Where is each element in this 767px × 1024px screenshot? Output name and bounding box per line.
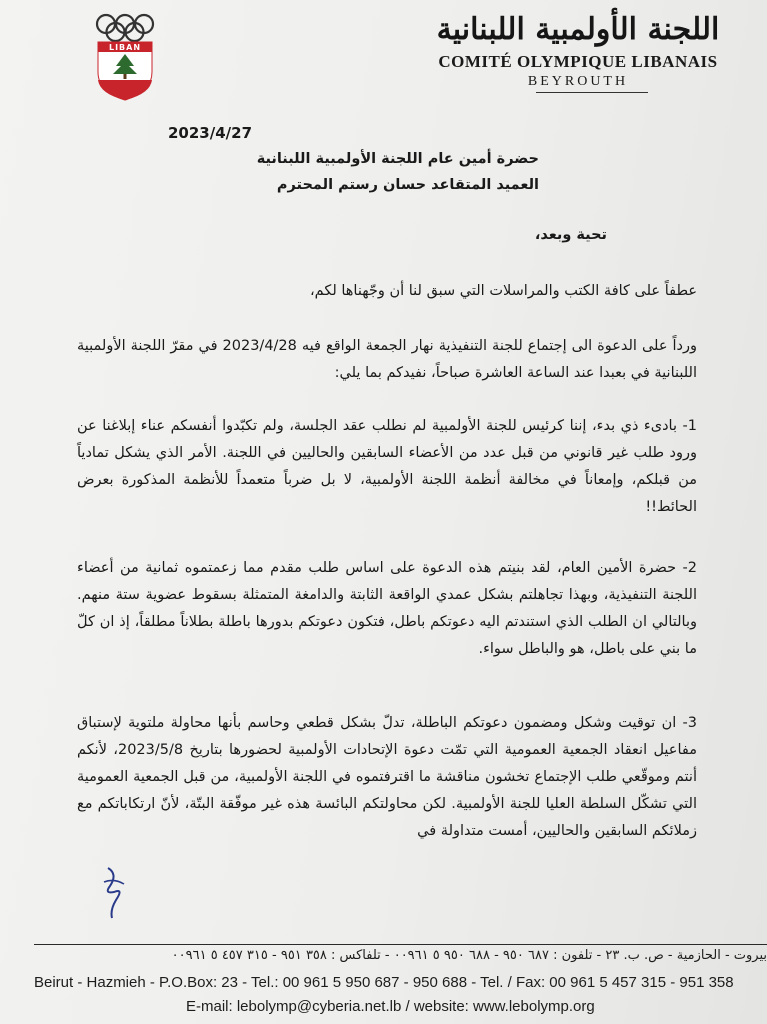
point-1: 1- بادىء ذي بدء، إننا كرئيس للجنة الأولمبية لم نطلب عقد الجلسة، ولم تكبّدوا أنفسكم عناء إبلاغنا عن ورود طلب غير قانوني من قبل عدد من الأعضاء السابقين والحاليين في اللجنة. الأمر الذي يشكل تمادياً من قبلكم، وإمعاناً في مخالفة أنظمة اللجنة الأولمبية، لا بل ضرباً متعمداً للأنظمة المذكورة بعرض الحائط!! [77, 418, 697, 515]
recipient-name: العميد المتقاعد حسان رستم المحترم [276, 177, 539, 193]
letter-date: 2023/4/27 [168, 124, 253, 142]
handwritten-signature [96, 864, 132, 920]
greeting: تحية وبعد، [534, 227, 607, 243]
point-3: 3- ان توقيت وشكل ومضمون دعوتكم الباطلة، تدلّ بشكل قطعي وحاسم بأنها محاولة ملتوية لإستباق مفاعيل انعقاد الجمعية العمومية التي تمّت دعوة الإتحادات الأولمبية لحضورها بتاريخ 2023/5/8، لأنكم أنتم وموقّعي طلب الإجتماع تخشون مناقشة ما اقترفتموه في اللجنة الأولمبية، من قبل الجمعية العمومية التي تشكّل السلطة العليا للجنة الأولمبية. لكن محاولتكم البائسة هذه غير موفّقة البتّة، لأنّ ارتكاباتكم مع زملائكم السابقين والحاليين، أمست متداولة في [77, 715, 697, 839]
point-2: 2- حضرة الأمين العام، لقد بنيتم هذه الدعوة على اساس طلب مقدم مما زعمتموه ثمانية من أعضاء اللجنة التنفيذية، وبهذا تجاهلتم بشكل عمدي الواقعة الثابتة والدامغة المتمثلة بسقوط عضوية ستة منهم. وبالتالي ان الطلب الذي استندتم اليه دعوتكم باطل، فتكون دعوتكم بدورها باطلة بطلاناً مطلقاً، إذ ان كلّ ما بني على باطل، هو والباطل سواء. [77, 560, 697, 657]
svg-text:LIBAN: LIBAN [108, 43, 142, 52]
organization-name-french: COMITÉ OLYMPIQUE LIBANAIS [438, 52, 718, 71]
footer-address-english: Beirut - Hazmieh - P.O.Box: 23 - Tel.: 00 961 5 950 687 - 950 688 - Tel. / Fax: 00 961 5 457 315 - 951 358 [34, 974, 734, 991]
footer-contact: E-mail: lebolymp@cyberia.net.lb / website: www.lebolymp.org [186, 998, 595, 1015]
lebanese-olympic-logo [92, 10, 158, 102]
header-divider [536, 92, 648, 93]
organization-name-arabic: اللجنة الأولمبية اللبنانية [436, 12, 720, 47]
recipient-title: حضرة أمين عام اللجنة الأولمبية اللبنانية [256, 151, 539, 167]
footer-address-arabic: بيروت - الحازمية - ص. ب. ٢٣ - تلفون : ٦٨٧ ٩٥٠ - ٦٨٨ ٩٥٠ ٥ ٠٠٩٦١ - تلفاكس : ٣٥٨ ٩٥١ - ٣١٥ ٤٥٧ ٥ ٠٠٩٦١ [171, 948, 767, 963]
footer-divider [34, 944, 767, 945]
paragraph-intro: عطفاً على كافة الكتب والمراسلات التي سبق لنا أن وجّهناها لكم، [309, 283, 697, 299]
organization-city: BEYROUTH [527, 74, 629, 89]
paragraph-reply: ورداً على الدعوة الى إجتماع للجنة التنفيذية نهار الجمعة الواقع فيه 2023/4/28 في مقرّ اللجنة الأولمبية اللبنانية في بعبدا عند الساعة العاشرة صباحاً، نفيدكم بما يلي: [77, 338, 697, 381]
